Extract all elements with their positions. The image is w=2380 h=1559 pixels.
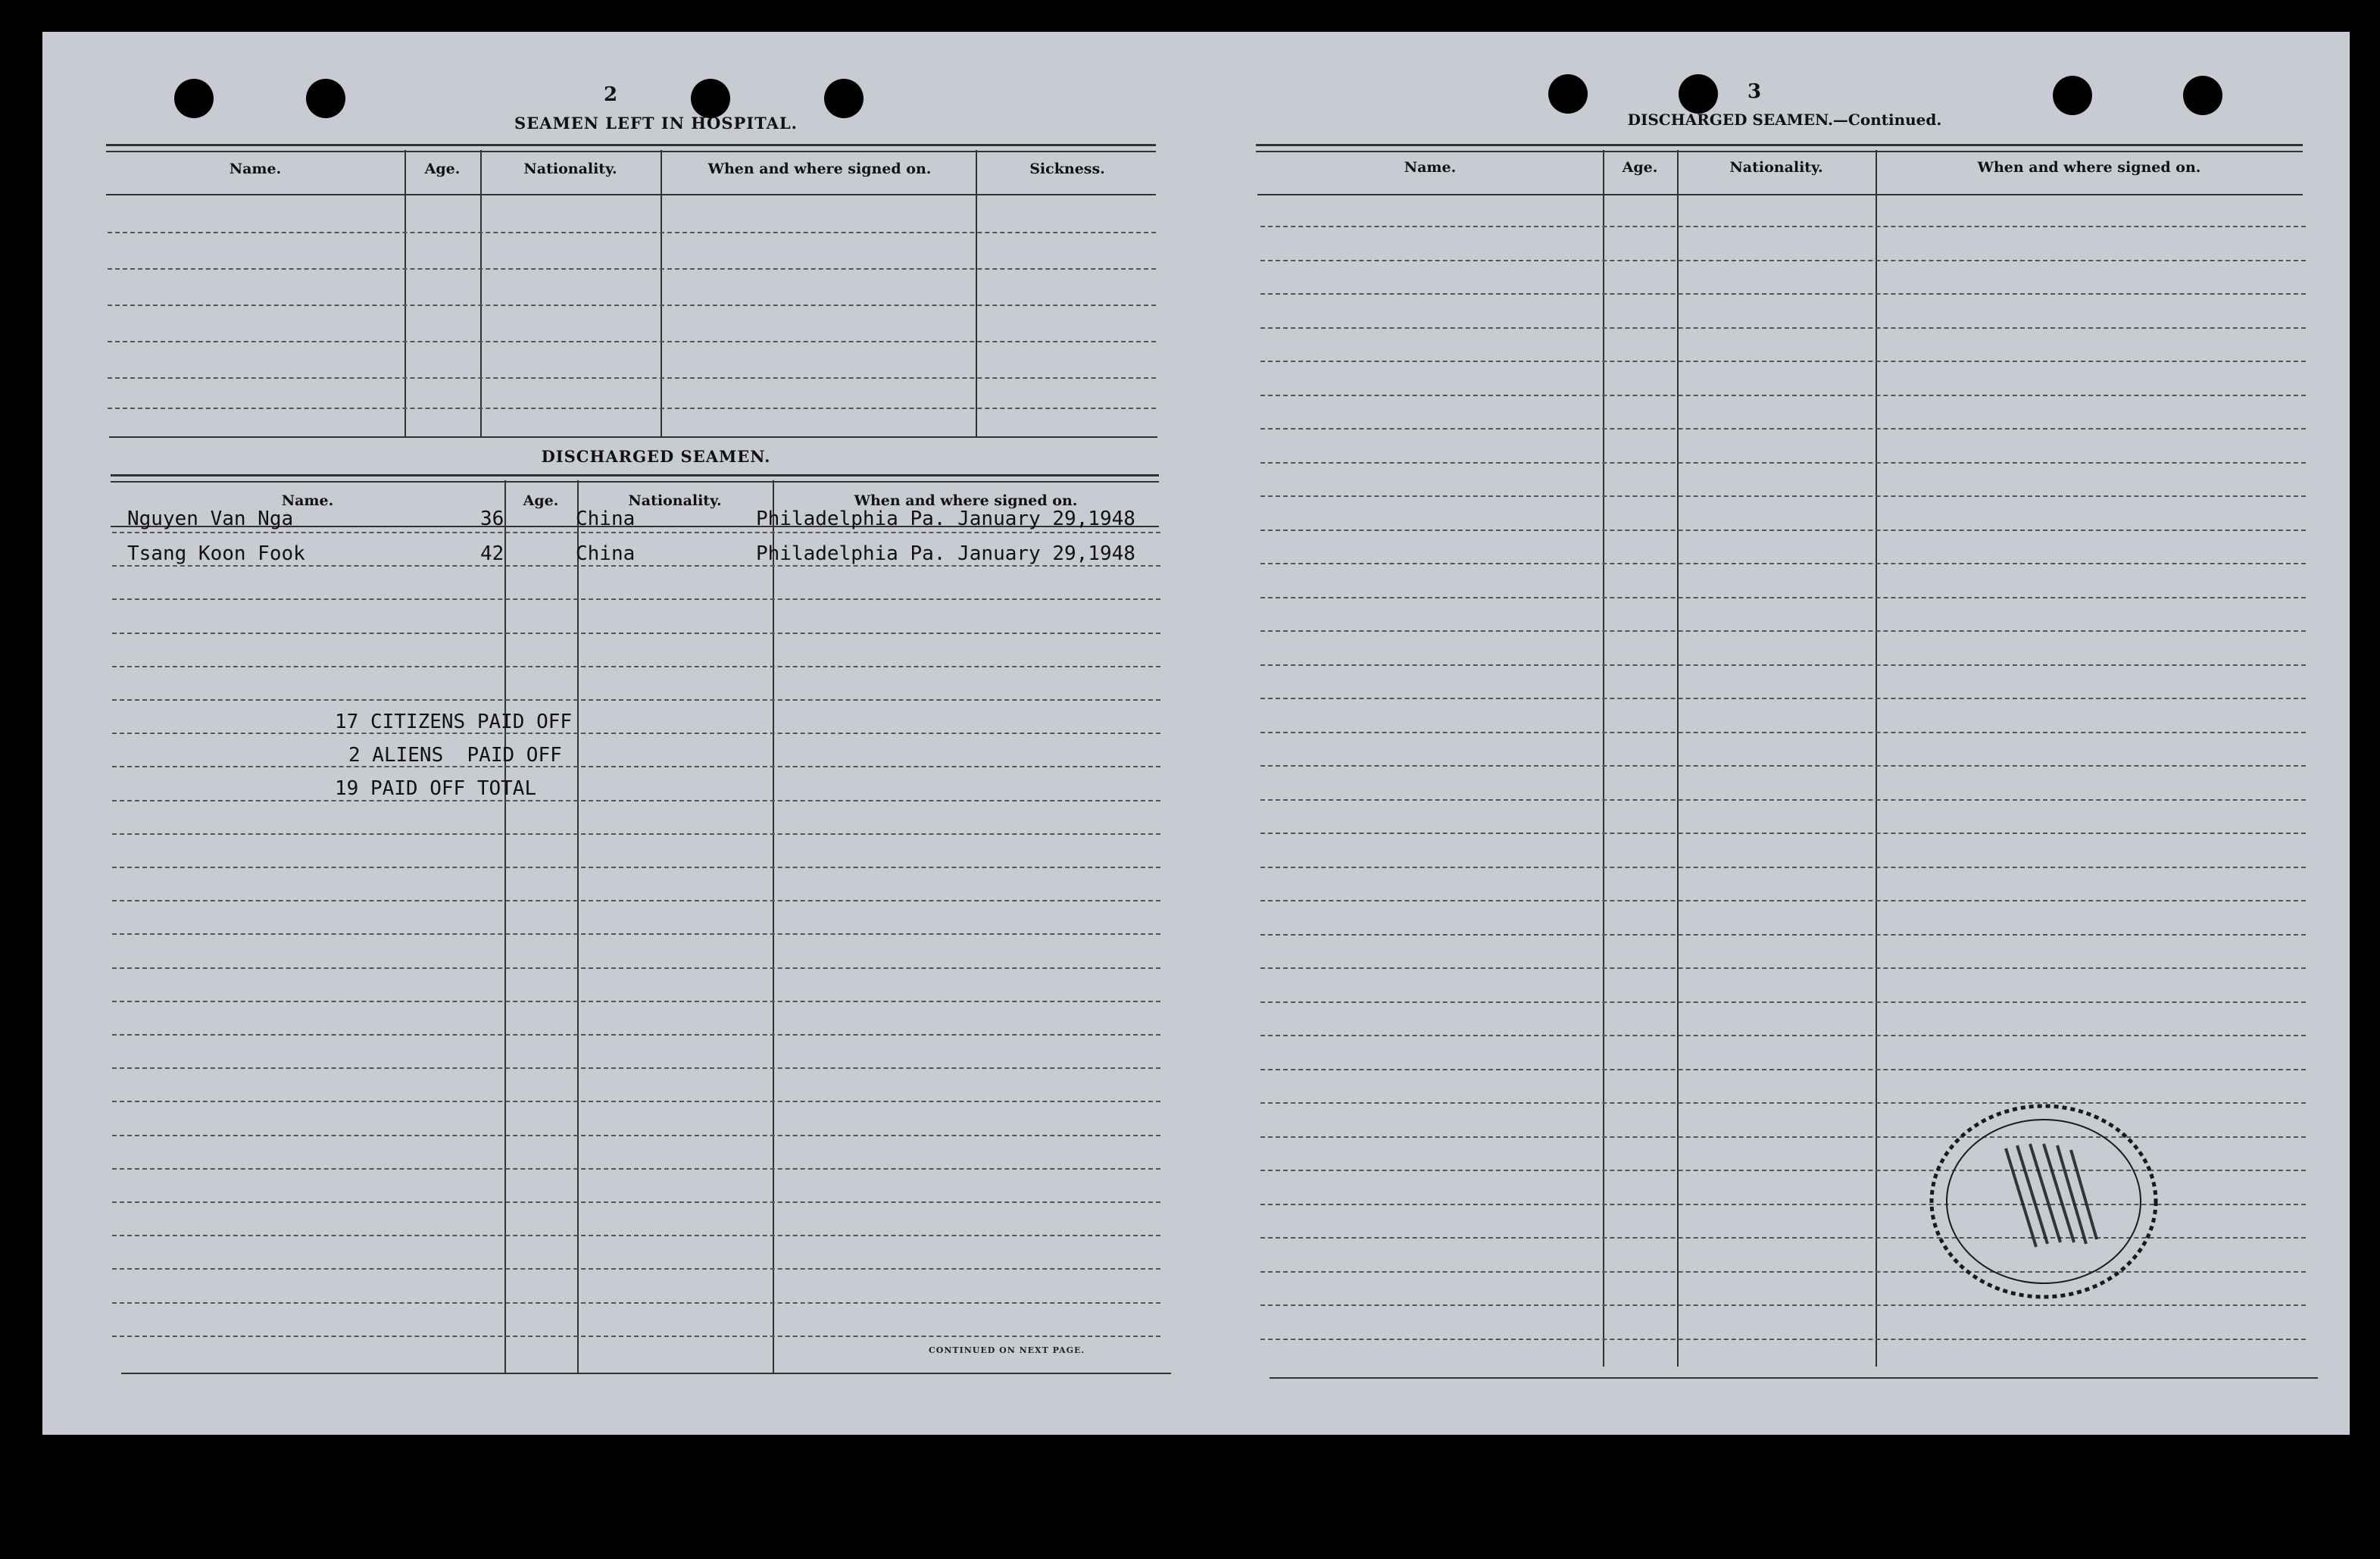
ruled-row-line — [112, 800, 1160, 801]
ruled-row-line — [1260, 1339, 2306, 1340]
ruled-row-line — [1260, 226, 2306, 227]
hospital-header-signed-on: When and where signed on. — [707, 161, 932, 177]
hospital-table-bottom-rule — [109, 436, 1157, 438]
punch-hole — [1679, 74, 1718, 114]
ruled-row-line — [1260, 900, 2306, 901]
right-header-rule — [1257, 194, 2303, 195]
ruled-row-line — [1260, 428, 2306, 430]
summary-citizens-paid-off: 17 CITIZENS PAID OFF — [335, 711, 573, 733]
ruled-row-line — [112, 532, 1160, 533]
hospital-column-divider — [976, 150, 977, 436]
seaman-age: 42 — [480, 542, 504, 565]
hospital-column-divider — [404, 150, 406, 436]
discharged-column-divider — [773, 480, 774, 1373]
ruled-row-line — [112, 833, 1160, 835]
ruled-row-line — [1260, 867, 2306, 868]
ruled-row-line — [112, 1001, 1160, 1002]
punch-hole — [691, 79, 730, 118]
ruled-row-line — [112, 1302, 1160, 1304]
hospital-table-top-rule — [106, 144, 1156, 152]
ruled-row-line — [112, 1336, 1160, 1337]
right-header-age: Age. — [1622, 159, 1658, 176]
right-header-nationality: Nationality. — [1729, 159, 1823, 176]
seaman-name: Tsang Koon Fook — [127, 542, 305, 565]
hospital-header-sickness: Sickness. — [1029, 161, 1105, 177]
ruled-row-line — [112, 967, 1160, 969]
seaman-signed-on: Philadelphia Pa. January 29,1948 — [756, 508, 1135, 530]
seaman-nationality: China — [576, 542, 636, 565]
seaman-signed-on: Philadelphia Pa. January 29,1948 — [756, 542, 1135, 565]
hospital-row-line — [108, 268, 1156, 270]
right-header-signed-on: When and where signed on. — [1977, 159, 2201, 176]
seaman-name: Nguyen Van Nga — [127, 508, 294, 530]
hospital-column-divider — [661, 150, 662, 436]
discharged-table-top-rule — [111, 474, 1159, 483]
ruled-row-line — [112, 1135, 1160, 1136]
ruled-row-line — [112, 933, 1160, 935]
ruled-row-line — [1260, 597, 2306, 598]
punch-hole — [174, 79, 214, 118]
right-section-title: DISCHARGED SEAMEN.—Continued. — [1627, 111, 1942, 129]
seaman-age: 36 — [480, 508, 504, 530]
ruled-row-line — [1260, 833, 2306, 834]
ruled-row-line — [112, 1101, 1160, 1102]
hospital-row-line — [108, 408, 1156, 409]
punch-hole — [2053, 76, 2092, 115]
punch-hole — [2183, 76, 2222, 115]
right-column-divider — [1876, 150, 1877, 1367]
summary-aliens-paid-off: 2 ALIENS PAID OFF — [348, 744, 562, 767]
ruled-row-line — [1260, 495, 2306, 497]
hospital-section-title: SEAMEN LEFT IN HOSPITAL. — [514, 114, 798, 133]
hospital-column-divider — [480, 150, 482, 436]
ruled-row-line — [112, 867, 1160, 868]
ruled-row-line — [1260, 395, 2306, 396]
ruled-row-line — [112, 1201, 1160, 1203]
hospital-row-line — [108, 377, 1156, 379]
ruled-row-line — [1260, 934, 2306, 936]
ruled-row-line — [1260, 698, 2306, 699]
ruled-row-line — [1260, 664, 2306, 666]
ruled-row-line — [1260, 630, 2306, 632]
punch-hole — [824, 79, 864, 118]
right-table-top-rule — [1256, 144, 2303, 152]
ruled-row-line — [112, 666, 1160, 667]
ruled-row-line — [1260, 1069, 2306, 1070]
ruled-row-line — [112, 699, 1160, 701]
page-number-left: 2 — [603, 83, 618, 106]
ruled-row-line — [1260, 732, 2306, 733]
discharged-column-divider — [577, 480, 579, 1373]
ruled-row-line — [1260, 293, 2306, 295]
ruled-row-line — [1260, 530, 2306, 531]
ruled-row-line — [112, 633, 1160, 634]
hospital-header-nationality: Nationality. — [523, 161, 617, 177]
ruled-row-line — [1260, 462, 2306, 464]
discharged-table-bottom-rule — [121, 1373, 1171, 1374]
ruled-row-line — [112, 1268, 1160, 1270]
punch-hole — [1548, 74, 1588, 114]
hospital-header-name: Name. — [229, 161, 282, 177]
ruled-row-line — [1260, 361, 2306, 362]
document-sheet — [42, 32, 2350, 1435]
ruled-row-line — [112, 1168, 1160, 1170]
ruled-row-line — [1260, 799, 2306, 801]
ruled-row-line — [112, 900, 1160, 901]
ruled-row-line — [112, 1235, 1160, 1236]
ruled-row-line — [1260, 1035, 2306, 1036]
right-column-divider — [1677, 150, 1679, 1367]
ruled-row-line — [112, 598, 1160, 600]
hospital-header-rule — [106, 194, 1156, 195]
discharged-column-divider — [504, 480, 506, 1373]
hospital-header-age: Age. — [424, 161, 461, 177]
ruled-row-line — [1260, 1001, 2306, 1003]
discharged-section-title: DISCHARGED SEAMEN. — [541, 447, 771, 466]
ruled-row-line — [1260, 327, 2306, 329]
continued-footer: CONTINUED ON NEXT PAGE. — [929, 1345, 1085, 1355]
summary-total-paid-off: 19 PAID OFF TOTAL — [335, 777, 537, 800]
hospital-row-line — [108, 305, 1156, 306]
right-column-divider — [1603, 150, 1604, 1367]
right-table-bottom-rule — [1270, 1377, 2318, 1379]
ruled-row-line — [112, 1067, 1160, 1069]
discharged-header-name: Name. — [281, 492, 334, 509]
ruled-row-line — [112, 766, 1160, 767]
discharged-header-signed-on: When and where signed on. — [854, 492, 1078, 509]
discharged-header-age: Age. — [523, 492, 559, 509]
hospital-row-line — [108, 341, 1156, 342]
discharged-header-nationality: Nationality. — [628, 492, 722, 509]
ruled-row-line — [112, 565, 1160, 567]
ruled-row-line — [112, 733, 1160, 734]
ruled-row-line — [1260, 765, 2306, 767]
punch-hole — [306, 79, 345, 118]
ruled-row-line — [1260, 260, 2306, 261]
received-stamp — [1922, 1095, 2163, 1307]
ruled-row-line — [112, 1034, 1160, 1036]
ruled-row-line — [1260, 967, 2306, 969]
right-header-name: Name. — [1404, 159, 1457, 176]
page-number-right: 3 — [1747, 80, 1762, 103]
hospital-row-line — [108, 232, 1156, 233]
seaman-nationality: China — [576, 508, 636, 530]
ruled-row-line — [1260, 563, 2306, 564]
